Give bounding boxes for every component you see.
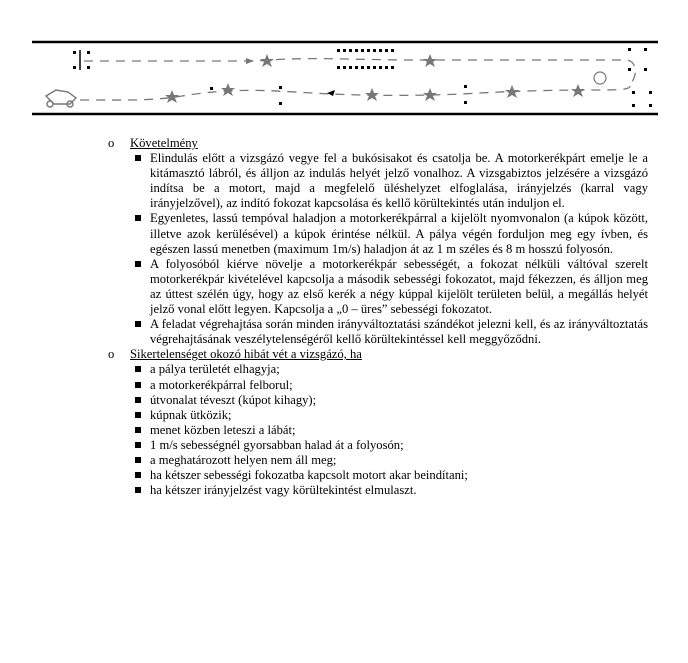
requirements-list [130, 151, 648, 347]
list-item: Egyenletes, lassú tempóval haladjon a motorkerékpárral a kijelölt nyomvonalon (a kúpok között, illetve azok kerülésével) a kúpok érintése nélkül. A pálya végén forduljon meg egy ívben, és egészen lassú menetben (maximum 1m/s) haladjon át az 1 m széles és 8 m hosszú folyosón. [150, 211, 648, 256]
course-diagram [32, 38, 658, 118]
section-title: Sikertelenséget okozó hibát vét a vizsgázó, ha [130, 347, 362, 362]
requirements-content [108, 136, 648, 498]
list-item: A folyosóból kiérve növelje a motorkerékpár sebességét, a fokozat nélküli váltóval szerelt motorkerékpár kivételével kapcsolja a második sebességi fokozatot, majd fékezzen, és álljon meg az úttest szélén úgy, hogy az első kerék a négy kúppal kijelölt területen belül, a megállás helyét jelző vonal előtt legyen. Kapcsolja a „0 – üres” sebességi fokozatot. [150, 257, 648, 317]
section-marker: o [108, 347, 115, 362]
section-marker: o [108, 136, 115, 150]
course-diagram-svg [32, 38, 658, 118]
motorcycle-icon [46, 90, 76, 107]
bullet-icon [135, 321, 141, 327]
bullet-icon [135, 382, 141, 388]
bullet-icon [135, 366, 141, 372]
turn-circle [594, 72, 606, 84]
bullet-icon [135, 155, 141, 161]
stop-area-cones [628, 48, 652, 107]
lower-path-line [80, 86, 630, 100]
bullet-icon [135, 487, 141, 493]
list-item: Elindulás előtt a vizsgázó vegye fel a bukósisakot és csatolja be. A motorkerékpárt emelje le a kitámasztó lábról, és álljon az indulás helyét jelző vonalhoz. A vizsgabiztos jelzésére a vizsgázó indítsa be a motort, majd a megfelelő üléshelyzet elfoglalása, irányjelzés (karral vagy irányjelzővel), az indító fokozat kapcsolása és kellő körültekintés után induljon el. [150, 151, 648, 211]
list-item: a pálya területét elhagyja; [150, 362, 648, 377]
list-item: útvonalat téveszt (kúpot kihagy); [150, 393, 648, 408]
list-item: a motorkerékpárral felborul; [150, 378, 648, 393]
bullet-icon [135, 442, 141, 448]
list-item: kúpnak ütközik; [150, 408, 648, 423]
bullet-icon [135, 472, 141, 478]
bullet-icon [135, 261, 141, 267]
section-requirements [108, 136, 648, 347]
start-cones [73, 50, 90, 70]
bullet-icon [135, 457, 141, 463]
list-item: 1 m/s sebességnél gyorsabban halad át a folyosón; [150, 438, 648, 453]
list-item: A feladat végrehajtása során minden irányváltoztatási szándékot jelezni kell, és az irányváltoztatás végrehajtásának veszélytelenségéről kellő körültekintéssel kell meggyőződni. [150, 317, 648, 347]
list-item: menet közben leteszi a lábát; [150, 423, 648, 438]
bullet-icon [135, 427, 141, 433]
section-title: Követelmény [130, 136, 198, 150]
upper-path-line [84, 59, 635, 86]
list-item: ha kétszer sebességi fokozatba kapcsolt motort akar beindítani; [150, 468, 648, 483]
bullet-icon [135, 412, 141, 418]
list-item: ha kétszer irányjelzést vagy körültekintést elmulaszt. [150, 483, 648, 498]
bullet-icon [135, 397, 141, 403]
failure-list [130, 362, 648, 498]
bullet-icon [135, 215, 141, 221]
list-item: a meghatározott helyen nem áll meg; [150, 453, 648, 468]
section-failure-conditions [108, 347, 648, 498]
